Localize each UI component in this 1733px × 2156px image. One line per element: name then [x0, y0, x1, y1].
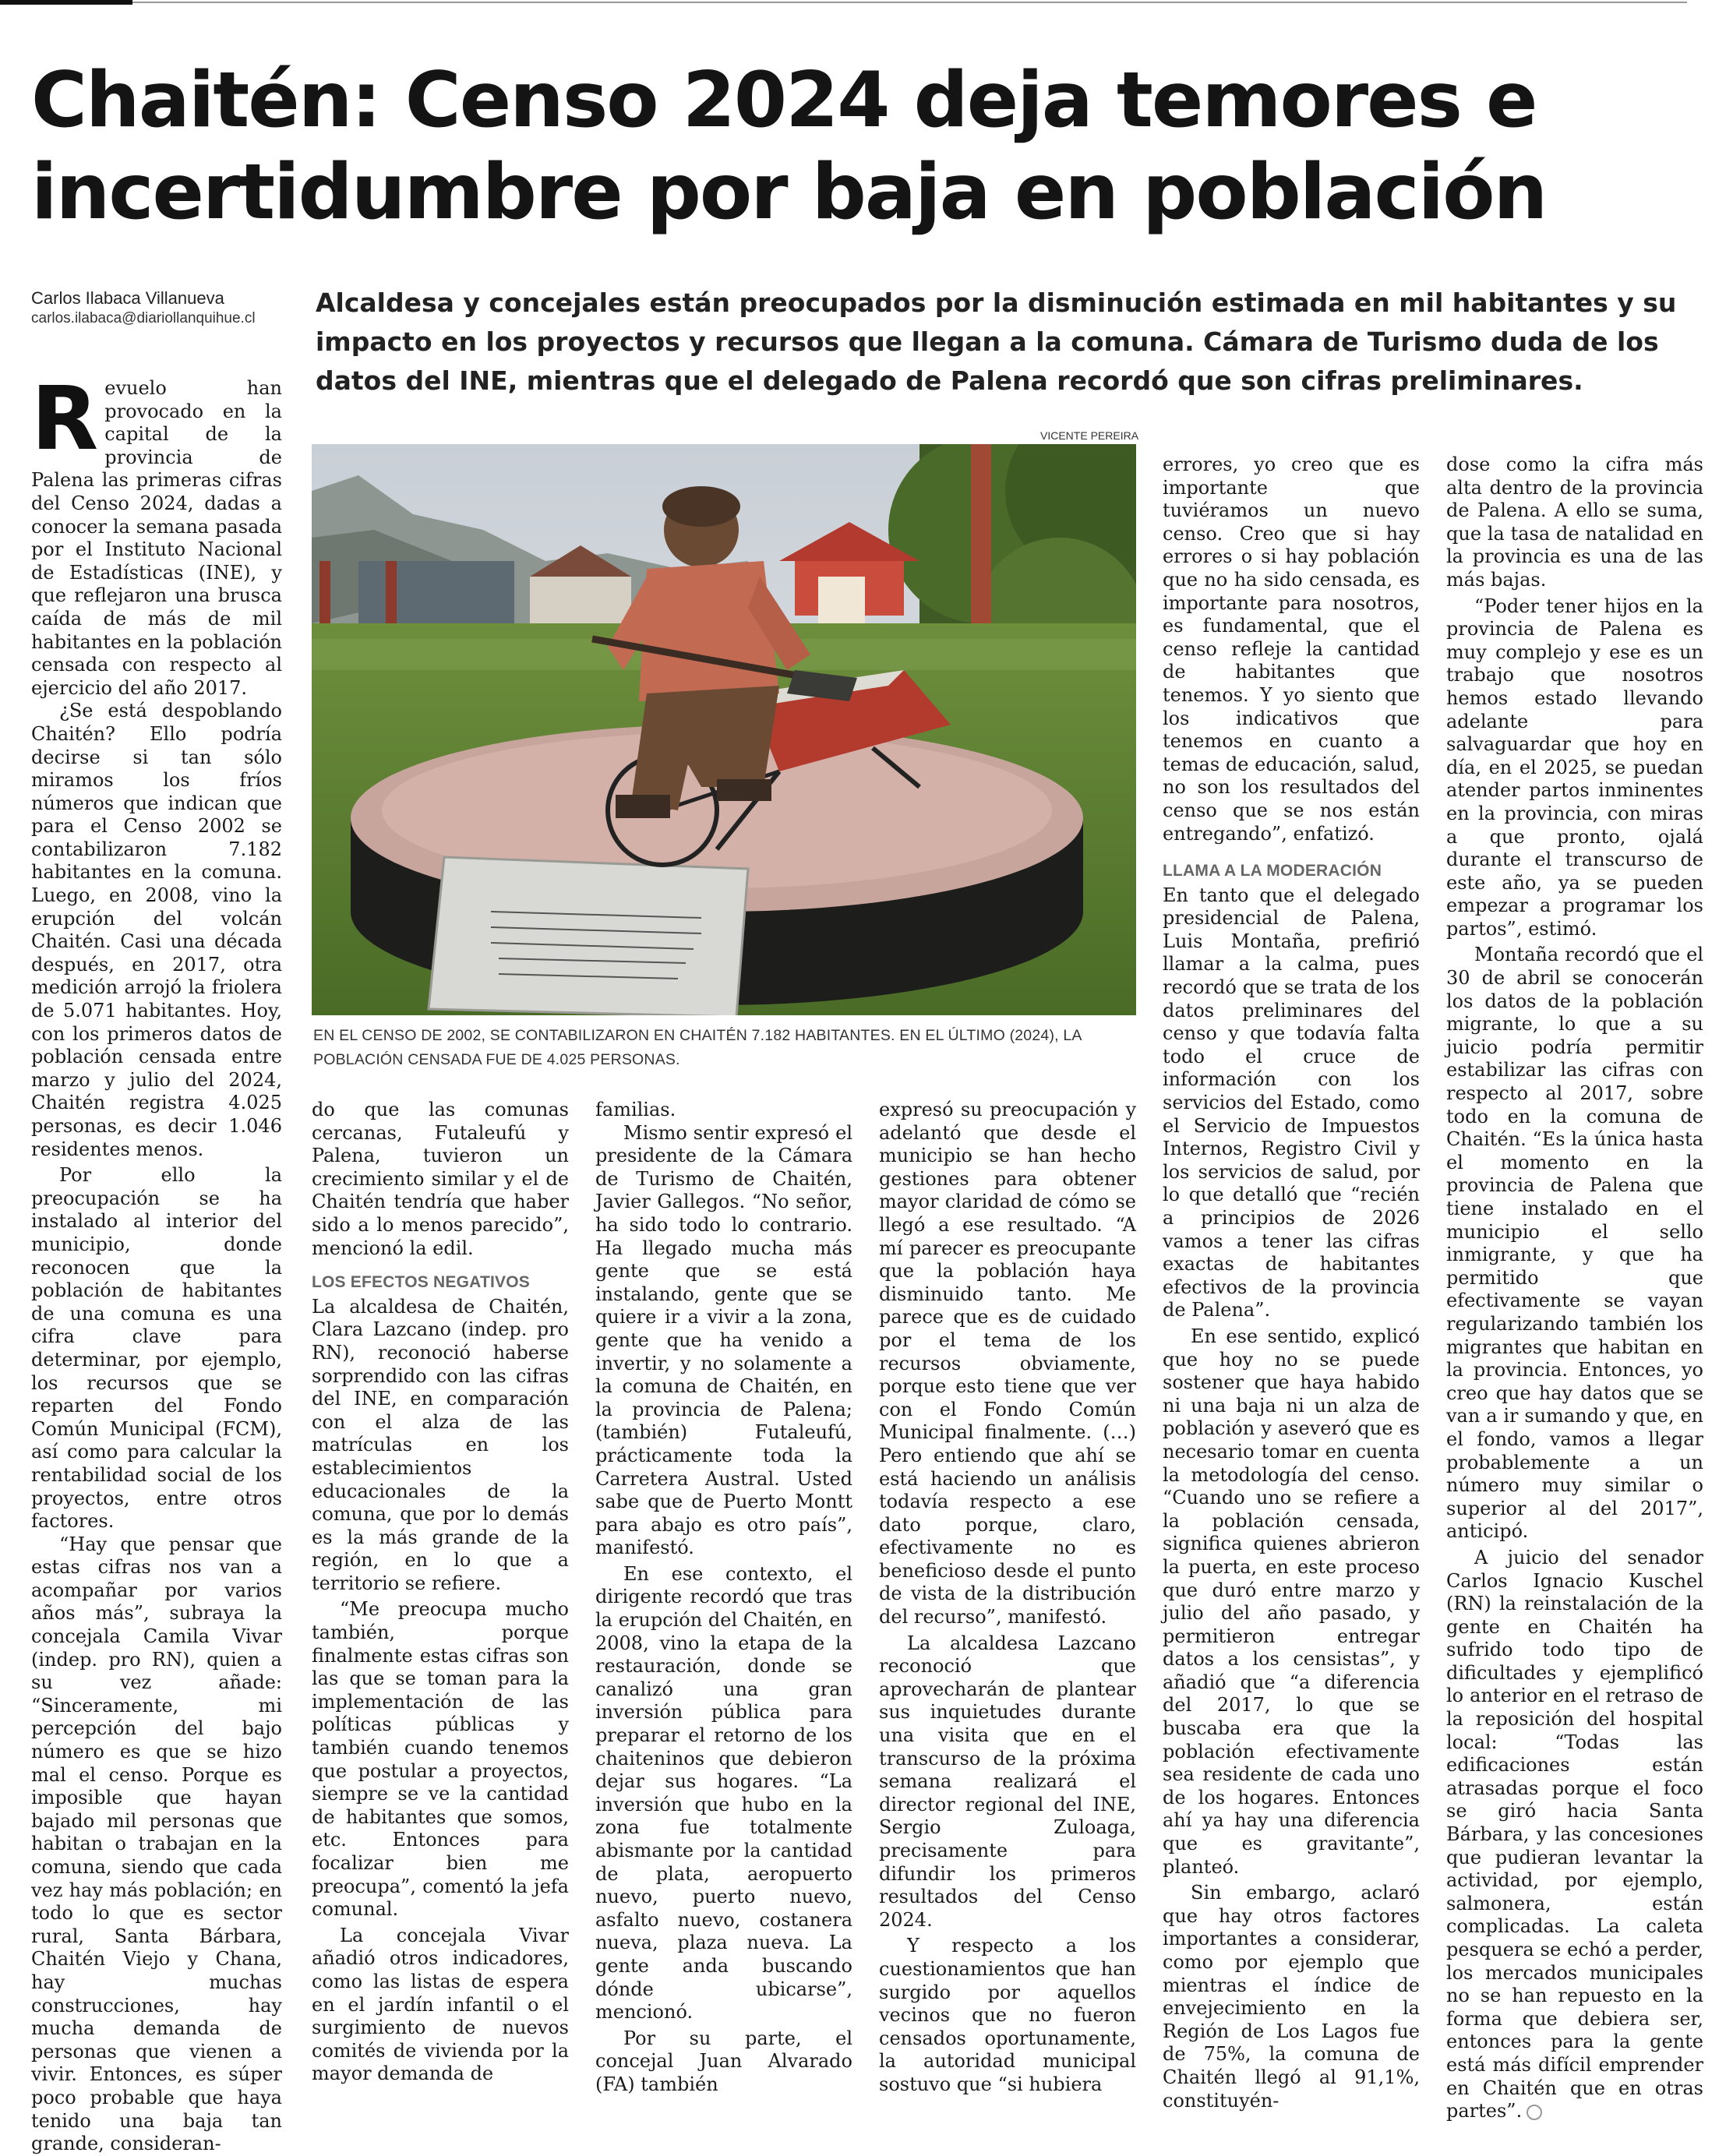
article-column-4 — [879, 1099, 1136, 2097]
headline: Chaitén: Censo 2024 deja temores e incertidumbre por baja en población — [31, 56, 1547, 237]
paragraph: La alcaldesa de Chaitén, Clara Lazcano (indep. pro RN), reconoció haberse sorprendido con las cifras del INE, en comparación con el alza de las matrículas en los establecimientos educacionales de la comuna, que por lo demás es la más grande de la región, en lo que a territorio se refiere. — [312, 1295, 569, 1594]
paragraph: errores, yo creo que es importante que tuviéramos un nuevo censo. Creo que si hay errores o si hay población que no ha sido censada, es importante para nosotros, es fundamental, que el censo refleje la cantidad de habitantes que tenemos. Y yo siento que los indicativos que tenemos en cuanto a temas de educación, salud, no son los resultados del censo que se nos están entregando”, enfatizó. — [1163, 453, 1420, 845]
end-of-article-icon — [1527, 2105, 1542, 2120]
author-email[interactable]: carlos.ilabaca@diariollanquihue.cl — [31, 310, 256, 326]
paragraph: Por su parte, el concejal Juan Alvarado (FA) también — [595, 2027, 852, 2095]
statue-photo — [312, 444, 1136, 1015]
paragraph: Por ello la preocupación se ha instalado al interior del municipio, donde reconocen que la población de habitantes de una comuna es una cifra clave para determinar, por ejemplo, los recursos que se reparten del Fondo Común Municipal (FCM), así como para calcular la rentabilidad social de los proyectos, entre otros factores. — [31, 1164, 282, 1533]
paragraph: do que las comunas cercanas, Futaleufú y Palena, tuvieron un crecimiento similar y el de Chaitén tendría que haber sido a lo menos parecido”, mencionó la edil. — [312, 1099, 569, 1259]
paragraph: “Me preocupa mucho también, porque finalmente estas cifras son las que se toman para la implementación de las políticas públicas y también cuando tenemos que postular a proyectos, siempre se ve la cantidad de habitantes que somos, etc. Entonces para focalizar bien me preocupa”, comentó la jefa comunal. — [312, 1598, 569, 1921]
closing-paragraph-text: A juicio del senador Carlos Ignacio Kuschel (RN) la reinstalación de la gente en Chaitén ha sufrido todo tipo de dificultades y ejemplificó lo anterior en el retraso de la reposición del hospital local: “Todas las edificaciones están atrasadas porque el foco se giró hacia Santa Bárbara, y las concesiones que pudieran levantar la actividad, por ejemplo, salmonera, están complicadas. La caleta pesquera se echó a perder, los mercados municipales no se han repuesto en la forma que debiera ser, entonces para la gente está más difícil emprender en Chaitén que en otras partes”. — [1446, 1546, 1703, 2122]
paragraph: dose como la cifra más alta dentro de la provincia de Palena. A ello se suma, que la tasa de natalidad en la provincia es una de las más bajas. — [1446, 453, 1703, 591]
paragraph: Y respecto a los cuestionamientos que han surgido por aquellos vecinos que no fueron censados oportunamente, la autoridad municipal sostuvo que “si hubiera — [879, 1935, 1136, 2095]
photo-credit: VICENTE PEREIRA — [1040, 429, 1139, 442]
paragraph: Montaña recordó que el 30 de abril se conocerán los datos de la población migrante, lo que a su juicio podría permitir estabilizar las cifras con respecto al 2017, sobre todo en la comuna de Chaitén. “Es la única hasta el momento en la provincia de Palena que tiene instalado en el municipio el sello inmigrante, y que ha permitido que efectivamente se vayan regularizando también los migrantes que habitan en la provincia. Entonces, yo creo que hay datos que se van a ir sumando y que, en el fondo, vamos a llegar probablemente a un número muy similar o superior al del 2017”, anticipó. — [1446, 944, 1703, 1543]
paragraph: En ese contexto, el dirigente recordó que tras la erupción del Chaitén, en 2008, vino la etapa de la restauración, donde se canalizó una gran inversión pública para preparar el retorno de los chaiteninos que debieron dejar sus hogares. “La inversión que hubo en la zona fue totalmente abismante por la cantidad de plata, aeropuerto nuevo, puerto nuevo, asfalto nuevo, costanera nueva, plaza nueva. La gente anda buscando dónde ubicarse”, mencionó. — [595, 1562, 852, 2024]
article-column-1 — [31, 369, 282, 2156]
paragraph: Mismo sentir expresó el presidente de la Cámara de Turismo de Chaitén, Javier Gallegos. “No señor, ha sido todo lo contrario. Ha llegado mucha más gente que se está instalando, gente que se quiere ir a vivir a la zona, gente que ha venido a invertir, y no solamente a la comuna de Chaitén, en la provincia de Palena; (también) Futaleufú, prácticamente toda la Carretera Austral. Usted sabe que de Puerto Montt para abajo es otro país”, manifestó. — [595, 1121, 852, 1559]
subheading: LOS EFECTOS NEGATIVOS — [312, 1273, 530, 1292]
author-name: Carlos Ilabaca Villanueva — [31, 288, 224, 308]
first-paragraph — [31, 369, 282, 700]
statue-photo-image — [312, 444, 1136, 1015]
article-column-5 — [1163, 453, 1420, 2112]
article-column-2 — [312, 1099, 569, 2086]
paragraph: La alcaldesa Lazcano reconoció que aprovecharán de plantear sus inquietudes durante una visita que en el transcurso de la próxima semana realizará el director regional del INE, Sergio Zuloaga, precisamente para difundir los primeros resultados del Censo 2024. — [879, 1632, 1136, 1931]
paragraph: La concejala Vivar añadió otros indicadores, como las listas de espera en el jardín infantil o el surgimiento de nuevos comités de vivienda por la mayor demanda de — [312, 1924, 569, 2085]
paragraph: Sin embargo, aclaró que hay otros factores importantes a considerar, como por ejemplo que mientras el índice de envejecimiento en la Región de Los Lagos fue de 75%, la comuna de Chaitén llegó al 91,1%, constituyén- — [1163, 1882, 1420, 2112]
top-rule — [0, 0, 132, 5]
photo-caption: EN EL CENSO DE 2002, SE CONTABILIZARON EN CHAITÉN 7.182 HABITANTES. EN EL ÚLTIMO (2024), LA POBLACIÓN CENSADA FUE DE 4.025 PERSONAS. — [313, 1027, 1082, 1068]
drop-cap: R — [31, 369, 99, 470]
paragraph: ¿Se está despoblando Chaitén? Ello podría decirse si tan sólo miramos los fríos números que indican que para el Censo 2002 se contabilizaron 7.182 habitantes en la comuna. Luego, en 2008, vino la erupción del volcán Chaitén. Casi una década después, en 2017, otra medición arrojó la friolera de 5.071 habitantes. Hoy, con los primeros datos de población censada entre marzo y julio del 2024, Chaitén registra 4.025 personas, es decir 1.046 residentes menos. — [31, 700, 282, 1160]
paragraph — [1446, 1547, 1703, 2123]
article-column-3 — [595, 1099, 852, 2097]
lead-paragraph: Alcaldesa y concejales están preocupados por la disminución estimada en mil habitantes y su impacto en los proyectos y recursos que llegan a la comuna. Cámara de Turismo duda de los datos del INE, mientras que el delegado de Palena recordó que son cifras preliminares. — [316, 288, 1677, 396]
paragraph: En tanto que el delegado presidencial de Palena, Luis Montaña, prefirió llamar a la calma, pues recordó que se trata de los datos preliminares del censo y que todavía falta todo el cruce de información con los servicios del Estado, como el Servicio de Impuestos Internos, Registro Civil y los servicios de salud, por lo que detalló que “recién a principios de 2026 vamos a tener las cifras exactas de habitantes efectivos de la provincia de Palena”. — [1163, 884, 1420, 1321]
subheading: LLAMA A LA MODERACIÓN — [1163, 862, 1382, 880]
first-paragraph-text: evuelo han provocado en la capital de la provincia de Palena las primeras cifras del Censo 2024, dadas a conocer la semana pasada por el Instituto Nacional de Estadísticas (INE), y que reflejaron una brusca caída de más de mil habitantes en la población censada con respecto al ejercicio del año 2017. — [31, 377, 282, 699]
paragraph: expresó su preocupación y adelantó que desde el municipio se han hecho gestiones para obtener mayor claridad de cómo se llegó a ese resultado. “A mí parecer es preocupante que la población haya disminuido tanto. Me parece que es de cuidado por el tema de los recursos obviamente, porque esto tiene que ver con el Fondo Común Municipal finalmente. (…) Pero entiendo que ahí se está haciendo un análisis todavía respecto a ese dato porque, claro, efectivamente no es beneficioso desde el punto de vista de la distribución del recurso”, manifestó. — [879, 1099, 1136, 1628]
top-thin-rule — [132, 2, 1687, 3]
paragraph: familias. — [595, 1099, 676, 1120]
article-column-6 — [1446, 453, 1703, 2123]
paragraph: “Poder tener hijos en la provincia de Palena es muy complejo y ese es un trabajo que nosotros hemos estado llevando adelante para salvaguardar que hoy en día, en el 2025, se puedan atender partos inminentes en la provincia, con miras a que pronto, ojalá durante el transcurso de este año, ya se pueden empezar a programar los partos”, estimó. — [1446, 595, 1703, 940]
paragraph: En ese sentido, explicó que hoy no se puede sostener que haya habido ni una baja ni un alza de población y aseveró que es necesario tomar en cuenta la metodología del censo. “Cuando uno se refiere a la población censada, significa quienes abrieron la puerta, en este proceso que duró entre marzo y julio del año pasado, y permitieron entregar datos a los censistas”, y añadió que “a diferencia del 2017, lo que se buscaba era que la población efectivamente sea residente de cada uno de los hogares. Entonces ahí ya hay una diferencia que es gravitante”, planteó. — [1163, 1325, 1420, 1878]
paragraph: “Hay que pensar que estas cifras nos van a acompañar por varios años más”, subraya la concejala Camila Vivar (indep. pro RN), quien a su vez añade: “Sinceramente, mi percepción del bajo número es que se hizo mal el censo. Porque es imposible que hayan bajado mil personas que habitan o trabajan en la comuna, siendo que cada vez hay más población; en todo lo que es sector rural, Santa Bárbara, Chaitén Viejo y Chana, hay muchas construcciones, hay mucha demanda de personas que vienen a vivir. Entonces, es súper poco probable que haya tenido una baja tan grande, consideran- — [31, 1533, 282, 2155]
